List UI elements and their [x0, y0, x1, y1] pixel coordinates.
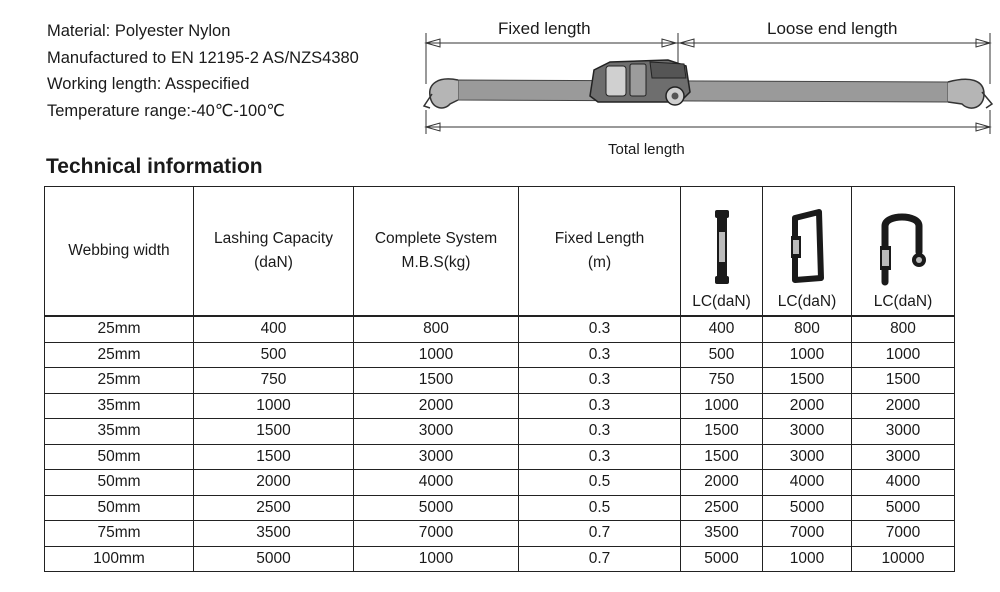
cell-fixed-length: 0.3 [519, 393, 681, 419]
cell-lc-d-ring: 1500 [763, 368, 852, 394]
cell-lc-d-ring: 5000 [763, 495, 852, 521]
cell-fixed-length: 0.5 [519, 495, 681, 521]
header-lashing-line1: Lashing Capacity [214, 230, 333, 247]
spec-material: Material: Polyester Nylon [47, 22, 231, 40]
header-webbing-label: Webbing width [68, 242, 170, 259]
cell-complete-system-mbs: 1000 [354, 342, 519, 368]
cell-lc-double-j-hook: 10000 [852, 546, 955, 572]
cell-fixed-length: 0.3 [519, 419, 681, 445]
cell-fixed-length: 0.3 [519, 368, 681, 394]
cell-fixed-length: 0.7 [519, 521, 681, 547]
header-lashing-capacity [194, 187, 354, 317]
cell-lc-straight-hook: 1500 [681, 444, 763, 470]
cell-complete-system-mbs: 800 [354, 316, 519, 342]
section-title: Technical information [46, 155, 263, 178]
cell-complete-system-mbs: 5000 [354, 495, 519, 521]
table-row [45, 521, 955, 547]
cell-complete-system-mbs: 7000 [354, 521, 519, 547]
header-mbs-line1: Complete System [374, 230, 498, 247]
table-row [45, 368, 955, 394]
straight-hook-icon [709, 208, 735, 286]
header-lc3-label: LC(daN) [873, 293, 933, 310]
cell-webbing-width: 100mm [45, 546, 194, 572]
total-length-label: Total length [608, 141, 685, 158]
cell-fixed-length: 0.3 [519, 316, 681, 342]
table-header-row [45, 187, 955, 317]
cell-lc-double-j-hook: 3000 [852, 444, 955, 470]
cell-lc-straight-hook: 2000 [681, 470, 763, 496]
cell-lashing-capacity: 2000 [194, 470, 354, 496]
cell-lc-d-ring: 2000 [763, 393, 852, 419]
cell-lashing-capacity: 1500 [194, 419, 354, 445]
cell-lc-double-j-hook: 3000 [852, 419, 955, 445]
cell-lc-d-ring: 3000 [763, 419, 852, 445]
cell-webbing-width: 50mm [45, 470, 194, 496]
cell-lashing-capacity: 500 [194, 342, 354, 368]
table-row [45, 393, 955, 419]
cell-lashing-capacity: 3500 [194, 521, 354, 547]
cell-lc-d-ring: 3000 [763, 444, 852, 470]
cell-lashing-capacity: 1500 [194, 444, 354, 470]
cell-complete-system-mbs: 3000 [354, 419, 519, 445]
cell-fixed-length: 0.5 [519, 470, 681, 496]
cell-lc-d-ring: 1000 [763, 342, 852, 368]
cell-lashing-capacity: 2500 [194, 495, 354, 521]
table-row [45, 495, 955, 521]
cell-complete-system-mbs: 1500 [354, 368, 519, 394]
table-row [45, 419, 955, 445]
specs-block [47, 18, 359, 124]
table-row [45, 470, 955, 496]
double-j-hook-icon [875, 208, 931, 286]
fixed-length-label: Fixed length [498, 19, 591, 38]
cell-webbing-width: 35mm [45, 419, 194, 445]
table-row [45, 316, 955, 342]
cell-lc-straight-hook: 400 [681, 316, 763, 342]
header-lashing-line2: (daN) [254, 254, 293, 271]
cell-lc-straight-hook: 3500 [681, 521, 763, 547]
cell-webbing-width: 50mm [45, 495, 194, 521]
cell-lc-double-j-hook: 5000 [852, 495, 955, 521]
header-lc-double-j-hook [852, 187, 955, 317]
header-webbing-width [45, 187, 194, 317]
spec-working-length: Working length: Asspecified [47, 75, 250, 93]
cell-lc-double-j-hook: 1500 [852, 368, 955, 394]
cell-lashing-capacity: 750 [194, 368, 354, 394]
spec-standard: Manufactured to EN 12195-2 AS/NZS4380 [47, 48, 359, 67]
cell-lc-double-j-hook: 800 [852, 316, 955, 342]
cell-lc-straight-hook: 2500 [681, 495, 763, 521]
cell-lc-double-j-hook: 4000 [852, 470, 955, 496]
cell-lc-straight-hook: 1000 [681, 393, 763, 419]
table-row [45, 546, 955, 572]
spec-temperature: Temperature range:-40℃-100℃ [47, 101, 285, 120]
header-lc-d-ring [763, 187, 852, 317]
cell-fixed-length: 0.3 [519, 444, 681, 470]
cell-complete-system-mbs: 4000 [354, 470, 519, 496]
cell-lc-straight-hook: 750 [681, 368, 763, 394]
ratchet-strap-diagram [418, 14, 1000, 164]
cell-lc-double-j-hook: 7000 [852, 521, 955, 547]
cell-webbing-width: 25mm [45, 342, 194, 368]
table-row [45, 444, 955, 470]
cell-lashing-capacity: 1000 [194, 393, 354, 419]
header-lc-straight-hook [681, 187, 763, 317]
cell-fixed-length: 0.7 [519, 546, 681, 572]
cell-lc-d-ring: 4000 [763, 470, 852, 496]
cell-webbing-width: 35mm [45, 393, 194, 419]
cell-webbing-width: 25mm [45, 368, 194, 394]
header-fixed-line2: (m) [587, 254, 612, 271]
cell-complete-system-mbs: 2000 [354, 393, 519, 419]
d-ring-icon [787, 208, 827, 286]
table-row [45, 342, 955, 368]
cell-webbing-width: 75mm [45, 521, 194, 547]
cell-lc-d-ring: 800 [763, 316, 852, 342]
cell-lc-d-ring: 1000 [763, 546, 852, 572]
cell-lc-straight-hook: 5000 [681, 546, 763, 572]
loose-end-length-label: Loose end length [767, 19, 898, 38]
cell-lashing-capacity: 400 [194, 316, 354, 342]
header-mbs-line2: M.B.S(kg) [401, 254, 471, 271]
header-fixed-length [519, 187, 681, 317]
cell-complete-system-mbs: 3000 [354, 444, 519, 470]
cell-webbing-width: 50mm [45, 444, 194, 470]
cell-lc-straight-hook: 1500 [681, 419, 763, 445]
cell-webbing-width: 25mm [45, 316, 194, 342]
cell-complete-system-mbs: 1000 [354, 546, 519, 572]
cell-lc-straight-hook: 500 [681, 342, 763, 368]
header-fixed-line1: Fixed Length [554, 230, 645, 247]
cell-lc-d-ring: 7000 [763, 521, 852, 547]
cell-lc-double-j-hook: 2000 [852, 393, 955, 419]
header-complete-system [354, 187, 519, 317]
technical-table [44, 186, 955, 572]
technical-table-wrapper [44, 186, 955, 572]
header-lc2-label: LC(daN) [777, 293, 837, 310]
cell-lashing-capacity: 5000 [194, 546, 354, 572]
cell-fixed-length: 0.3 [519, 342, 681, 368]
header-lc1-label: LC(daN) [692, 293, 751, 310]
cell-lc-double-j-hook: 1000 [852, 342, 955, 368]
